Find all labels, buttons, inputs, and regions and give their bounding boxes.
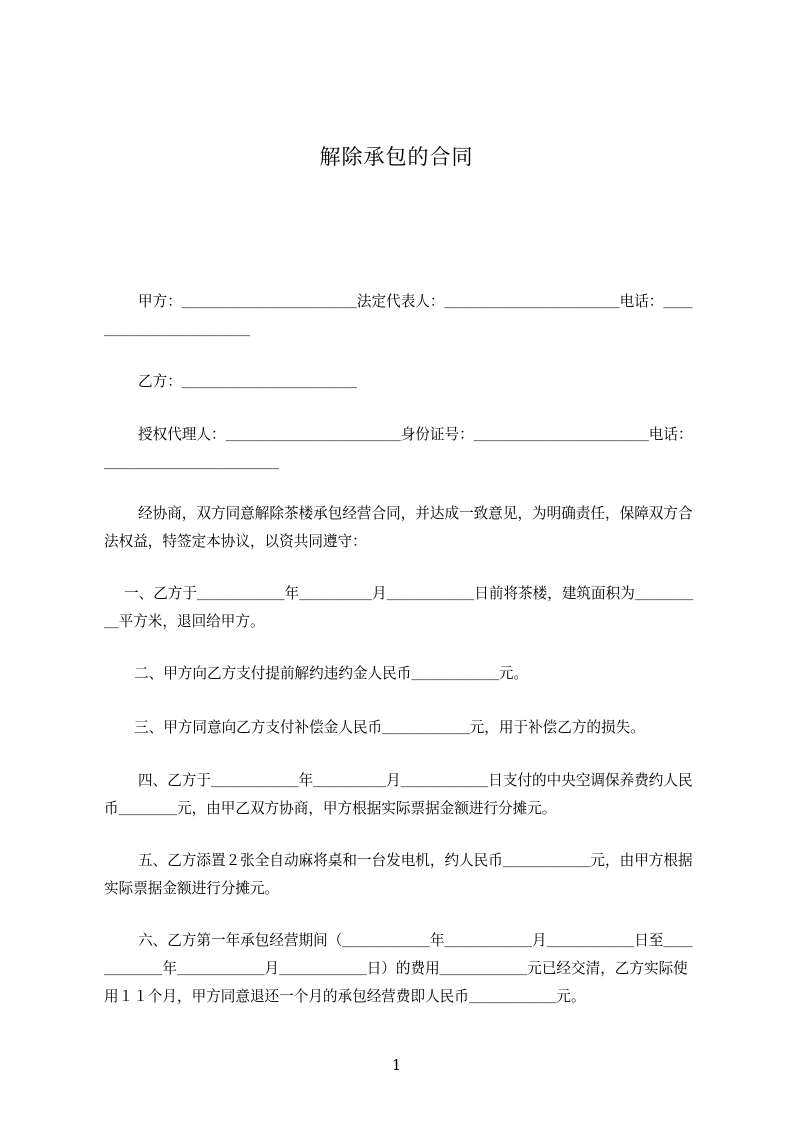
document-title: 解除承包的合同 <box>319 145 474 169</box>
clause-2: 二、甲方向乙方支付提前解约违约金人民币＿＿＿＿＿＿元。 <box>134 665 529 682</box>
clause-3: 三、甲方同意向乙方支付补偿金人民币＿＿＿＿＿＿元，用于补偿乙方的损失。 <box>134 719 645 736</box>
clause-5: 五、乙方添置２张全自动麻将桌和一台发电机，约人民币＿＿＿＿＿＿元，由甲方根据实际票据金额进行分摊元。 <box>104 852 693 897</box>
authorized-agent-line: 授权代理人：＿＿＿＿＿＿＿＿＿＿＿＿身份证号：＿＿＿＿＿＿＿＿＿＿＿＿电话：＿＿＿＿＿＿＿＿＿＿＿＿ <box>104 426 693 471</box>
clause-4: 四、乙方于＿＿＿＿＿＿年＿＿＿＿＿月＿＿＿＿＿＿日支付的中央空调保养费约人民币＿＿＿＿元，由甲乙双方协商，甲方根据实际票据金额进行分摊元。 <box>104 772 693 817</box>
page-number: 1 <box>391 1056 402 1074</box>
party-b-line: 乙方：＿＿＿＿＿＿＿＿＿＿＿＿ <box>138 373 357 390</box>
clause-6: 六、乙方第一年承包经营期间（＿＿＿＿＿＿年＿＿＿＿＿＿月＿＿＿＿＿＿日至＿＿＿＿＿＿年＿＿＿＿＿＿月＿＿＿＿＿＿日）的费用＿＿＿＿＿＿元已经交清，乙方实际使用１１个月，甲方同意退还一个月的承包经营费即人民币＿＿＿＿＿＿元。 <box>104 932 693 1005</box>
preamble-paragraph: 经协商，双方同意解除茶楼承包经营合同，并达成一致意见，为明确责任，保障双方合法权益，特签定本协议，以资共同遵守： <box>104 505 693 550</box>
party-a-line: 甲方：＿＿＿＿＿＿＿＿＿＿＿＿法定代表人：＿＿＿＿＿＿＿＿＿＿＿＿电话：＿＿＿＿＿＿＿＿＿＿＿＿ <box>104 293 693 338</box>
clause-1: 一、乙方于＿＿＿＿＿＿年＿＿＿＿＿月＿＿＿＿＿＿日前将茶楼，建筑面积为＿＿＿＿＿平方米，退回给甲方。 <box>104 585 694 630</box>
